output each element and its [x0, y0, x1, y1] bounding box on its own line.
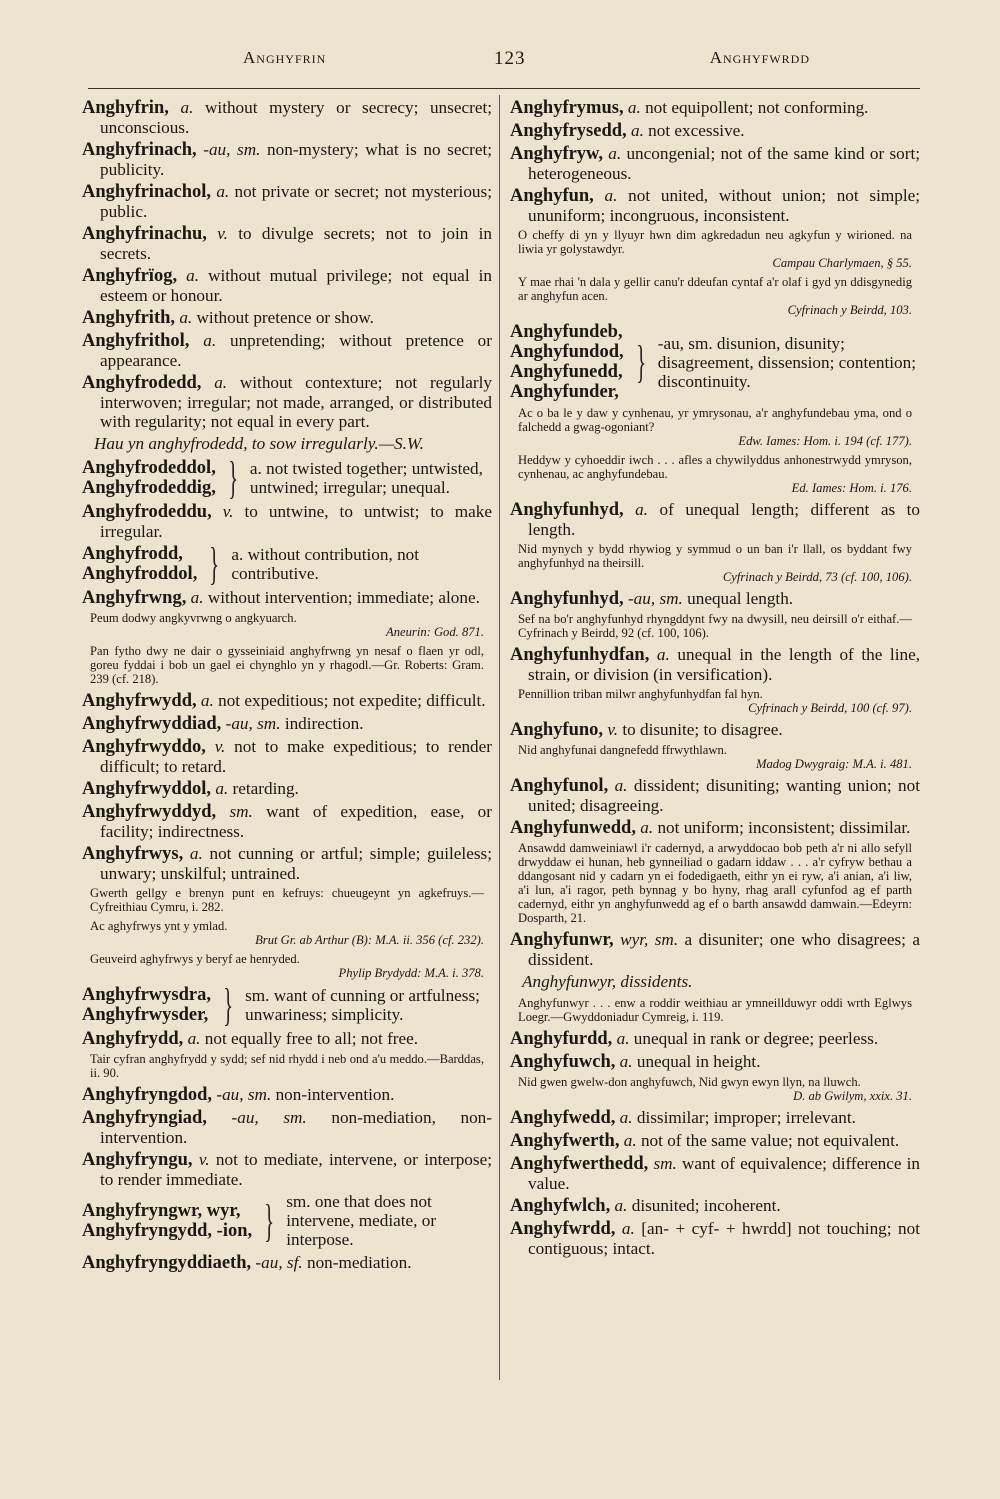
- dictionary-entry: [82, 502, 492, 541]
- headword: Anghyfrwyddo,: [82, 737, 206, 757]
- headword: Anghyfrithol,: [82, 331, 190, 351]
- part-of-speech: a.: [216, 182, 230, 201]
- citation-quote: [510, 996, 920, 1024]
- part-of-speech: -au, sm.: [203, 140, 261, 159]
- dictionary-entry: [82, 331, 492, 370]
- citation-quote: [82, 644, 492, 686]
- grouped-entry: [82, 538, 492, 589]
- quote-source: Phylip Brydydd: M.A. i. 378.: [338, 966, 484, 980]
- definition: without mystery or secrecy; unsecret; unconscious.: [100, 98, 492, 137]
- part-of-speech: a.: [614, 776, 628, 795]
- dictionary-entry: [82, 266, 492, 305]
- brace-mark: }: [227, 452, 238, 503]
- part-of-speech: v.: [214, 737, 226, 756]
- part-of-speech: sm.: [653, 1154, 677, 1173]
- part-of-speech: -au, sm.: [231, 1108, 307, 1127]
- grouped-headwords: [510, 322, 624, 402]
- headword: Anghyfrwyddyd,: [82, 802, 217, 822]
- column-divider: [499, 95, 500, 1380]
- part-of-speech: a.: [630, 121, 644, 140]
- quote-text: Nid gwen gwelw-don anghyfuwch, Nid gwyn ewyn llyn, na lluwch.: [518, 1075, 861, 1089]
- part-of-speech: a.: [627, 98, 641, 117]
- definition: indirection.: [280, 714, 364, 733]
- definition: dissident; disuniting; wanting union; not united; disagreeing.: [528, 776, 920, 815]
- part-of-speech: a.: [619, 1108, 633, 1127]
- citation-quote: [510, 228, 920, 270]
- headword: Anghyfryngu,: [82, 1150, 193, 1170]
- part-of-speech: a.: [608, 144, 622, 163]
- headword: Anghyfrinachol,: [82, 182, 212, 202]
- dictionary-entry: [510, 1029, 920, 1049]
- headword: Anghyfryngiad,: [82, 1108, 207, 1128]
- dictionary-entry: [82, 182, 492, 221]
- headword: Anghyfryngwr, wyr,: [82, 1200, 241, 1221]
- headword: Anghyfrwysdra,: [82, 985, 211, 1005]
- dictionary-entry: [510, 1154, 920, 1193]
- headword: Anghyfrodeddu,: [82, 502, 212, 522]
- part-of-speech: a.: [214, 373, 228, 392]
- quote-text: Gwerth gellgy e brenyn punt en kefruys: chueugeynt yn agkefruys.—Cyfreithiau Cymru, i. 282.: [90, 886, 484, 914]
- headword: Anghyfuno,: [510, 720, 604, 740]
- headword: Anghyfrodedd,: [82, 373, 202, 393]
- quote-source: Edw. Iames: Hom. i. 194 (cf. 177).: [738, 434, 912, 448]
- headword: Anghyfrin,: [82, 98, 169, 118]
- grouped-entry: [510, 322, 920, 402]
- citation-quote: [82, 611, 492, 639]
- quote-text: Ansawdd damweiniawl i'r cadernyd, a arwyddocao bob peth a'r ni allo sefyll drwyddaw ei hunan, heb gynneiliad o gadarn iddaw . . . a'r cyfryw bethau a ddangosant nid y cadarn yn ei fodedigaeth, eithr yn ei ryw, a'i anian, a'i liw, a'i lun, a'i ragor, peth bynnag y bo hyny, rhag arall cyfunfod ag ef parth cadernyd, eithr yn anghyfunwedd ag ef o barth ansawdd damwain.—Edeyrn: Dosparth, 21.: [518, 841, 912, 925]
- part-of-speech: -au, sf.: [255, 1253, 303, 1272]
- definition: to disunite; to disagree.: [618, 720, 783, 739]
- usage-example: Anghyfunwyr, dissidents.: [522, 972, 693, 991]
- dictionary-entry: [510, 589, 920, 609]
- part-of-speech: a.: [189, 844, 203, 863]
- quote-source: Campau Charlymaen, § 55.: [772, 256, 912, 270]
- dictionary-entry: [510, 1131, 920, 1151]
- definition: non-mediation, non-intervention.: [100, 1108, 492, 1147]
- dictionary-entry: [82, 844, 492, 883]
- headword: Anghyfryw,: [510, 144, 604, 164]
- headword: Anghyfunder,: [510, 382, 619, 402]
- part-of-speech: a.: [621, 1219, 635, 1238]
- headword: Anghyfwedd,: [510, 1108, 616, 1128]
- brace-mark: }: [223, 979, 234, 1030]
- quote-source: Cyfrinach y Beirdd, 73 (cf. 100, 106).: [722, 570, 912, 584]
- headword: Anghyfuwch,: [510, 1052, 616, 1072]
- definition: a. without contribution, not contributive.: [231, 545, 420, 583]
- definition: non-intervention.: [271, 1085, 395, 1104]
- dictionary-entry: [510, 1196, 920, 1216]
- headword: Anghyfunhyd,: [510, 500, 624, 520]
- grouped-entry: [82, 1192, 492, 1249]
- dictionary-entry: [510, 1219, 920, 1258]
- header-right-guideword: Anghyfwrdd: [709, 48, 810, 67]
- definition: not expeditious; not expedite; difficult.: [213, 691, 486, 710]
- grouped-headwords: [82, 458, 216, 498]
- part-of-speech: a.: [640, 818, 654, 837]
- dictionary-entry: [510, 1108, 920, 1128]
- definition: want of expedition, ease, or facility; indirectness.: [100, 802, 492, 841]
- dictionary-entry: [82, 140, 492, 179]
- part-of-speech: a.: [200, 691, 214, 710]
- definition: without intervention; immediate; alone.: [203, 588, 480, 607]
- headword: Anghyfrodeddig,: [82, 478, 216, 498]
- dictionary-entry: [82, 779, 492, 799]
- brace-mark: }: [635, 336, 646, 387]
- part-of-speech: a.: [656, 645, 670, 664]
- quote-source: D. ab Gwilym, xxix. 31.: [793, 1089, 912, 1103]
- headword: Anghyfunedd,: [510, 362, 623, 382]
- quote-text: Pan fytho dwy ne dair o gysseiniaid anghyfrwng yn nesaf o flaen yr odl, goreu fyddai i bob un gael ei chynghlo yn y rhagodl.—Gr. Roberts: Gram. 239 (cf. 218).: [90, 644, 484, 686]
- citation-quote: [510, 406, 920, 448]
- dictionary-entry: [82, 1029, 492, 1049]
- definition: sm. one that does not intervene, mediate, or interpose.: [286, 1192, 437, 1249]
- headword: Anghyfrwyddiad,: [82, 714, 222, 734]
- part-of-speech: a.: [179, 308, 193, 327]
- definition: not excessive.: [643, 121, 745, 140]
- headword: Anghyfrydd,: [82, 1029, 184, 1049]
- part-of-speech: -au, sm.: [216, 1085, 272, 1104]
- definition: sm. want of cunning or artfulness; unwariness; simplicity.: [245, 986, 480, 1024]
- dictionary-entry: [82, 373, 492, 431]
- part-of-speech: a.: [180, 98, 194, 117]
- part-of-speech: v.: [217, 224, 228, 243]
- part-of-speech: a.: [614, 1196, 628, 1215]
- part-of-speech: v.: [607, 720, 619, 739]
- headword: Anghyfrith,: [82, 308, 176, 328]
- dictionary-entry: [510, 776, 920, 815]
- part-of-speech: a.: [619, 1052, 633, 1071]
- quote-text: Tair cyfran anghyfrydd y sydd; sef nid rhydd i neb ond a'u meddo.—Barddas, ii. 90.: [90, 1052, 484, 1080]
- left-column: [82, 98, 492, 1388]
- definition: want of equivalence; difference in value.: [528, 1154, 920, 1193]
- definition: not united, without union; not simple; ununiform; incongruous, inconsistent.: [528, 186, 920, 225]
- header-rule: [88, 88, 920, 89]
- definition: not of the same value; not equivalent.: [636, 1131, 900, 1150]
- headword: Anghyfunhyd,: [510, 589, 624, 609]
- definition: -au, sm. disunion, disunity; disagreement, dissension; contention; discontinuity.: [657, 333, 916, 391]
- definition: without contexture; not regularly interwoven; irregular; not made, arranged, or distributed with regularity; not equal in every part.: [100, 373, 492, 431]
- quote-source: Madog Dwygraig: M.A. i. 481.: [755, 757, 912, 771]
- headword: Anghyfrïog,: [82, 266, 178, 286]
- headword: Anghyfwrdd,: [510, 1219, 616, 1239]
- headword: Anghyfunwedd,: [510, 818, 636, 838]
- headword: Anghyfwlch,: [510, 1196, 611, 1216]
- headword: Anghyfundod,: [510, 342, 624, 362]
- definition: without mutual privilege; not equal in esteem or honour.: [100, 266, 492, 305]
- quote-text: Ac aghyfrwys ynt y ymlad.: [90, 919, 228, 933]
- part-of-speech: a.: [187, 1029, 201, 1048]
- definition: non-mystery; what is no secret; publicity.: [100, 140, 492, 179]
- headword: Anghyfurdd,: [510, 1029, 613, 1049]
- dictionary-entry: [82, 802, 492, 841]
- headword: Anghyfrwysder,: [82, 1005, 209, 1025]
- definition: unequal in rank or degree; peerless.: [629, 1029, 879, 1048]
- definition: unequal in height.: [632, 1052, 761, 1071]
- dictionary-entry: [82, 224, 492, 263]
- definition: to divulge secrets; not to join in secrets.: [100, 224, 492, 263]
- definition: not equally free to all; not free.: [200, 1029, 419, 1048]
- headword: Anghyfryngdod,: [82, 1085, 213, 1105]
- citation-quote: [510, 275, 920, 317]
- header-left-guideword: Anghyfrin: [243, 48, 327, 67]
- usage-example: Hau yn anghyfrodedd, to sow irregularly.—S.W.: [94, 434, 424, 453]
- dictionary-entry: [82, 308, 492, 328]
- grouped-headwords: [82, 985, 211, 1025]
- right-column: [510, 98, 920, 1388]
- dictionary-entry: [82, 1108, 492, 1147]
- definition: unpretending; without pretence or appearance.: [100, 331, 492, 370]
- definition: [an- + cyf- + hwrdd] not touching; not contiguous; intact.: [528, 1219, 920, 1258]
- quote-text: Sef na bo'r anghyfunhyd rhyngddynt fwy na dwysill, neu deirsill o'r eithaf.—Cyfrinach y Beirdd, 92 (cf. 100, 106).: [518, 612, 912, 640]
- dictionary-entry: [510, 121, 920, 141]
- headword: Anghyfrinachu,: [82, 224, 207, 244]
- headword: Anghyfrwys,: [82, 844, 184, 864]
- quote-source: Brut Gr. ab Arthur (B): M.A. ii. 356 (cf. 232).: [255, 933, 484, 947]
- quote-text: Nid mynych y bydd rhywiog y symmud o un ban i'r llall, os byddant fwy anghyfunhyd na theirsill.: [518, 542, 912, 570]
- definition: not private or secret; not mysterious; public.: [100, 182, 492, 221]
- citation-quote: [510, 841, 920, 925]
- headword: Anghyfroddol,: [82, 564, 198, 584]
- quote-source: Aneurin: God. 871.: [386, 625, 484, 639]
- dictionary-entry: [82, 691, 492, 711]
- citation-quote: [82, 1052, 492, 1080]
- headword: Anghyfrwng,: [82, 588, 187, 608]
- part-of-speech: -au, sm.: [225, 714, 281, 733]
- part-of-speech: a.: [203, 331, 217, 350]
- part-of-speech: -au, sm.: [627, 589, 683, 608]
- quote-text: Y mae rhai 'n dala y gellir canu'r ddeufan cyntaf a'r olaf i gyd yn ddisgynedig ar anghyfun acen.: [518, 275, 912, 303]
- grouped-entry: [82, 979, 492, 1030]
- headword: Anghyfwerthedd,: [510, 1154, 649, 1174]
- citation-quote: [82, 919, 492, 947]
- part-of-speech: sm.: [229, 802, 253, 821]
- part-of-speech: a.: [186, 266, 200, 285]
- definition: unequal in the length of the line, strain, or division (in versification).: [528, 645, 920, 684]
- quote-text: Peum dodwy angkyvrwng o angkyuarch.: [90, 611, 297, 625]
- part-of-speech: v.: [198, 1150, 210, 1169]
- dictionary-entry: [82, 1150, 492, 1189]
- headword: Anghyfrysedd,: [510, 121, 627, 141]
- dictionary-entry: [82, 1085, 492, 1105]
- dictionary-entry: [510, 930, 920, 969]
- citation-quote: [510, 743, 920, 771]
- part-of-speech: a.: [635, 500, 649, 519]
- definition: non-mediation.: [302, 1253, 412, 1272]
- headword: Anghyfrwydd,: [82, 691, 197, 711]
- headword: Anghyfunol,: [510, 776, 609, 796]
- part-of-speech: a.: [190, 588, 204, 607]
- headword: Anghyfundeb,: [510, 322, 623, 342]
- definition: a disuniter; one who disagrees; a dissident.: [528, 930, 920, 969]
- definition: to untwine, to untwist; to make irregular.: [100, 502, 492, 541]
- part-of-speech: a.: [604, 186, 618, 205]
- definition: not cunning or artful; simple; guileless; unwary; unskilful; untrained.: [100, 844, 492, 883]
- dictionary-entry: [510, 98, 920, 118]
- quote-text: Pennillion triban milwr anghyfunhydfan fal hyn.: [518, 687, 763, 701]
- grouped-headwords: [82, 544, 197, 584]
- definition: unequal length.: [682, 589, 794, 608]
- citation-quote: [510, 453, 920, 495]
- quote-source: Ed. Iames: Hom. i. 176.: [791, 481, 912, 495]
- headword: Anghyfunhydfan,: [510, 645, 650, 665]
- part-of-speech: a.: [215, 779, 229, 798]
- running-header: [88, 48, 920, 78]
- citation-quote: [510, 542, 920, 584]
- quote-text: Nid anghyfunai dangnefedd ffrwythlawn.: [518, 743, 727, 757]
- definition: without pretence or show.: [192, 308, 374, 327]
- page-number: 123: [494, 48, 526, 69]
- definition: disunited; incoherent.: [627, 1196, 781, 1215]
- headword: Anghyfwerth,: [510, 1131, 620, 1151]
- definition: not uniform; inconsistent; dissimilar.: [653, 818, 911, 837]
- definition: not to mediate, intervene, or interpose; to render immediate.: [100, 1150, 492, 1189]
- citation-quote: [510, 687, 920, 715]
- dictionary-entry: [510, 645, 920, 684]
- definition: of unequal length; different as to length.: [528, 500, 920, 539]
- definition: not to make expeditious; to render difficult; to retard.: [100, 737, 492, 776]
- citation-quote: [510, 612, 920, 640]
- dictionary-entry: [82, 588, 492, 608]
- dictionary-entry: [82, 98, 492, 137]
- grouped-headwords: [82, 1201, 252, 1241]
- headword: Anghyfunwr,: [510, 930, 614, 950]
- definition: uncongenial; not of the same kind or sort; heterogeneous.: [528, 144, 920, 183]
- quote-source: Cyfrinach y Beirdd, 100 (cf. 97).: [748, 701, 912, 715]
- citation-quote: [82, 886, 492, 914]
- headword: Anghyfrodd,: [82, 544, 183, 564]
- headword: Anghyfrymus,: [510, 98, 624, 118]
- headword: Anghyfrwyddol,: [82, 779, 212, 799]
- dictionary-entry: [510, 144, 920, 183]
- part-of-speech: v.: [222, 502, 234, 521]
- dictionary-entry: [510, 186, 920, 225]
- citation-quote: [82, 952, 492, 980]
- grouped-entry: [82, 452, 492, 503]
- definition: retarding.: [228, 779, 299, 798]
- brace-mark: }: [264, 1194, 275, 1246]
- quote-text: Geuveird aghyfrwys y beryf ae henryded.: [90, 952, 300, 966]
- quote-text: Anghyfunwyr . . . enw a roddir weithiau ar ymneillduwyr oddi wrth Eglwys Loegr.—Gwyddoniadur Cymreig, i. 119.: [518, 996, 912, 1024]
- dictionary-entry: [510, 1052, 920, 1072]
- part-of-speech: a.: [616, 1029, 630, 1048]
- headword: Anghyfrinach,: [82, 140, 197, 160]
- definition: a. not twisted together; untwisted, untwined; irregular; unequal.: [249, 459, 483, 497]
- dictionary-entry: [82, 1253, 492, 1273]
- definition: dissimilar; improper; irrelevant.: [632, 1108, 856, 1127]
- part-of-speech: wyr, sm.: [620, 930, 679, 949]
- quote-text: Heddyw y cyhoeddir iwch . . . afles a chywilyddus anhonestrwydd ymryson, cynhenau, ac anghyfundebau.: [518, 453, 912, 481]
- citation-quote: [510, 1075, 920, 1103]
- dictionary-entry: [510, 720, 920, 740]
- dictionary-entry: [82, 714, 492, 734]
- headword: Anghyfun,: [510, 186, 594, 206]
- dictionary-entry: [510, 818, 920, 838]
- brace-mark: }: [209, 538, 220, 589]
- headword: Anghyfryngyddiaeth,: [82, 1253, 252, 1273]
- part-of-speech: a.: [623, 1131, 637, 1150]
- headword: Anghyfrodeddol,: [82, 458, 216, 478]
- quote-text: O cheffy di yn y llyuyr hwn dim agkredadun neu agkyfun y wirioned. na liwia yr golystawdyr.: [518, 228, 912, 256]
- quote-text: Ac o ba le y daw y cynhenau, yr ymrysonau, a'r anghyfundebau yma, ond o falchedd a gwag-ogoniant?: [518, 406, 912, 434]
- definition: not equipollent; not conforming.: [640, 98, 869, 117]
- headword: Anghyfryngydd, -ion,: [82, 1220, 253, 1241]
- quote-source: Cyfrinach y Beirdd, 103.: [787, 303, 912, 317]
- dictionary-entry: [510, 500, 920, 539]
- dictionary-entry: [82, 737, 492, 776]
